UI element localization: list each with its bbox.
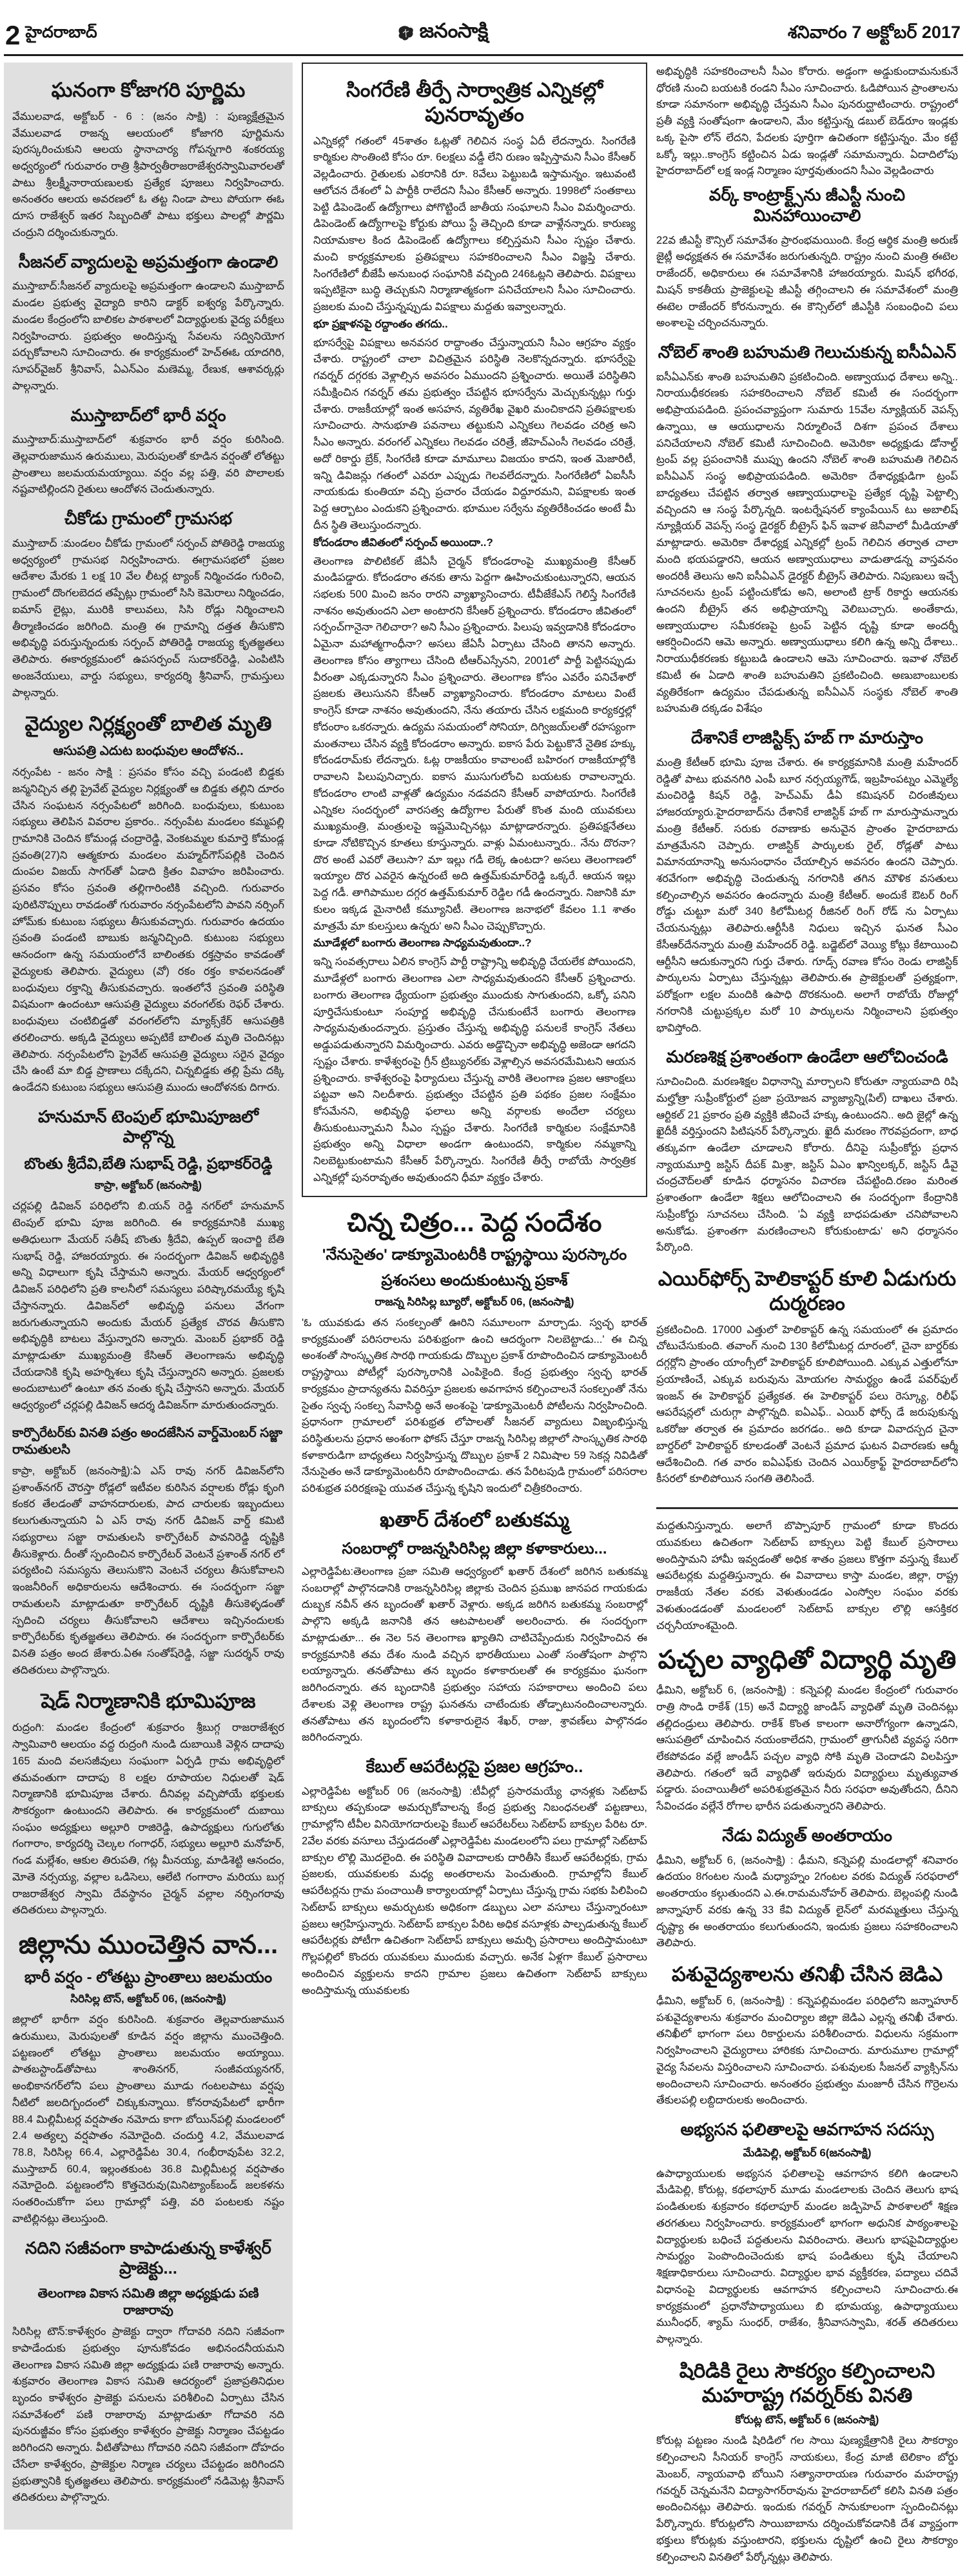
- left-column: [4, 63, 293, 2530]
- article-dateline: మేడిపెల్లి, అక్టోబర్ 6(జనంసాక్షి): [743, 2146, 872, 2159]
- article-dateline: కాప్రా, అక్టోబర్ (జనంసాక్షి): [94, 1179, 202, 1192]
- article-shirdi-rail-request: [656, 2359, 958, 2566]
- section-body: భూసర్వేపై విపక్షాలు అనవసర రాద్దాంతం చేస్తున్నాయని సీఎం ఆగ్రహం వ్యక్తం చేశారు. రాష్ట్రంలో చాలా విచిత్రమైన పరిస్థితి నెలకొన్నదన్నారు. భూసర్వేపై గవర్నర్ దగ్గరకు వెళ్లాల్సిన అవసరం ఏముందని ప్రశ్నించారు. అయితే పరిస్థితిని సమీక్షించిన గవర్నర్ తమ ప్రభుత్వం చేపట్టిన భూసర్వేను మెచ్చుకున్నట్లు గుర్తు చేశారు. రాజకీయాల్లో ఇంత అసహన, వ్యతిరేఖ వైఖరి మంచికాదని ప్రతిపక్షాలకు సూచించారు. సానుభూతి పవనాలు తట్టుకుని ఎన్నికలు గెలవడం చరిత్ర అని సీఎం అన్నారు. వరంగల్ ఎన్నికలు గెలవడం చరిత్రే, జీహెచ్ఎంసీ గెలవడం చరిత్రే, అదో రికార్డు బ్రేక్, సింగరేణి కూడా మామూలు విజయం కాదని, ఇంత మెజారిటీ, ఇన్ని డివిజన్లు గతంలో ఎవరూ ఎప్పుడు గెలవలేదన్నారు. సింగరేణిలో ఏఐసీసీ నాయకుడు కుంతియా వచ్చి ప్రచారం చేయడం విద్దూరమని, విపక్షాలకు ఇంత పెద్ద ఆర్బాటం ఎందుకని ప్రశ్నించారు. భూముల సర్వేను వ్యతిరేకించడం అంటే మీ దీన స్థితి తెలుస్తుందన్నారు.: [313, 337, 636, 531]
- article-qatar-bathukamma: [302, 1508, 647, 1746]
- article-chikodu-gramasabha: [12, 509, 284, 701]
- article-body: సూచించింది. మరణశిక్షల విధానాన్ని మార్చాలని కోరుతూ న్యాయవాది రిషి మల్హోత్రా సుప్రీంకోర్టులో ప్రజా ప్రయోజన వ్యాజ్యాన్ని(పిల్) దాఖలు చేశారు. ఆర్టికల్ 21 ప్రకారం ప్రతి వ్యక్తికి జీవించే హక్కు ఉంటుందని.. అది జైల్లో ఉన్న ఖైదీకీ వర్తిస్తుందని పిటిషనర్ పేర్కొన్నారు. ఖైదీ మరణం గౌరవప్రదంగా, బాధ తక్కువగా ఉండేలా చూడాలని కోరారు. దీనిపై సుప్రీంకోర్టు ప్రధాన న్యాయమూర్తి జస్టిస్ దీపక్ మిశ్రా, జస్టిస్ ఏఎం ఖాన్విలక్కర్, జస్టిస్ డీవై చంద్రచౌద్‌లతో కూడిన ధర్మాసనం విచారణ చేపట్టింది.రణం మరింత ప్రశాంతంగా ఉండేలా శిక్షలు ఆలోచించాలని ఈ సందర్భంగా కేంద్రానికి సుప్రీంకోర్టు సూచనలు చేసింది. 'ఏ వ్యక్తి బాధపడుతూ చనిపోవాలని అనుకోడు. ప్రశాంతగా మరణించాలని కోరుకుంటాడు' అని ధర్మాసనం పేర్కొంది.: [656, 1076, 958, 1254]
- article-body: వేములవాడ, అక్టోబర్ - 6 : (జనం సాక్షి) : పుణ్యక్షేత్రమైన వేములవాడ రాజన్న ఆలయంలో కోజాగరి పూర్ణిమను పురస్కరించుకుని ఆలయ స్థానాచార్య గోపన్నగారి శంకరయ్య అధ్వర్యంలో గురువారం రాత్రి శ్రీపార్వతీరాజరాజేశ్వరస్వామివారలతో పాటు శ్రీలక్ష్మీనారాయణులకు ప్రత్యేక పూజలు నిర్వహించారు. అనంతరం ఆలయ అవరణలో ఓ తట్ట నిండా పాలు పోయగా ఈఓ దూస రాజేశ్వర్ ఇతర సిబ్బందితో పాటు భక్తులు పాలల్లో పౌర్ణమి చంద్రుని దర్శించుకున్నారు.: [12, 110, 284, 239]
- article-helicopter-crash: [656, 1267, 958, 1488]
- right-column: [656, 63, 958, 2576]
- article-headline: వర్క్ కాంట్రాక్ట్స్‌ను జీఎస్టీ నుంచి మినహాయించాలి: [708, 185, 906, 225]
- page-number: 2: [5, 20, 21, 51]
- section-subhead: మూడేళ్లలో బంగారు తెలంగాణ సాధ్యమవుతుందా..?: [313, 937, 532, 950]
- article-corporator-petition: [12, 1425, 284, 1679]
- article-body: మంత్రి కేటీఆర్ భూమి పూజ చేశారు. ఈ కార్యక్రమానికి మంత్రి మహేందర్ రెడ్డితో పాటు భువనగిరి ఎంపీ బూర నర్సయ్యగౌడ్, ఇబ్రహింపట్నం ఎమ్మెల్యే మంచిరెడ్డి కిషన్ రెడ్డి, హెచ్ఎమ్ డీఏ కమిషనర్ చిరంజీవులు హాజరయ్యారు.హైదరాబాద్‌ను దేశానికే లాజిస్టిక్ హబ్ గా మారుస్తామన్నారు మంత్రి కేటీఆర్. సరుకు రవాణాకు అనువైన ప్రాంతం హైదరాబాదు మాత్రమేనని చెప్పారు. లాజిస్టిక్ పార్కులకు రైల్, రోడ్లతో పాటు విమానయానాన్ని అనుసంధానం చేయాల్చిన అవసరం ఉందని చెప్పారు. శరవేగంగా అభివృద్ధి చెందుతున్న నగరానికి తగిన మౌళిక వసతులు కల్పించాల్సిన అవసరం ఉందన్నారు మంత్రి కేటీఆర్. అందుకే ఔటర్ రింగ్ రోడ్డు చుట్టూ మరో 340 కిలోమీటర్ల రీజినల్ రింగ్ రోడ్ ను ఏర్పాటు చేయనున్నట్లు తెలిపారు.ఆర్టీసీకి నిధులు ఇచ్చిన ఘనత సీఎం కేసీఆర్‌దేనన్నారు మంత్రి మహేందర్ రెడ్డి. బడ్జెట్‌లో వెయ్యి కోట్లు కేటాయించి ఆర్టీసీని ఆదుకున్నారని గుర్తు చేశారు. గూడ్స్ రవాణ కోసం రెండు లాజిస్టిక్ పార్కులను ఏర్పాటు చేస్తున్నట్లు తెలిపారు.ఈ ప్రాజెక్టులతో ప్రత్యక్షంగా, పరోక్షంగా లక్షల మందికి ఉపాధి దొరకనుంది. అలాగే రాబోయే రోజుల్లో నగరానికి చుట్టుప్రక్కల మరో 10 పార్కులను నిర్మించాలని ప్రభుత్వం భావిస్తోంది.: [656, 756, 958, 1034]
- article-body: నర్సంపేట - జనం సాక్షి : ప్రసవం కోసం వచ్చి పండంటి బిడ్డకు జన్మనిచ్చిన తల్లి ప్రైవేట్ వైద్యుల నిర్లక్ష్యంతో ఆ బిడ్డకు తల్లిని దూరం చేసిన సంఘటన నర్సంపేటలో జరిగింది. బంధువులు, కుటుంబ సభ్యులు తెలిపిన వివరాల ప్రకారం.. నర్సంపేట మండలం కమ్మపల్లి గ్రామానికి చెందిన కోమండ్ల చంద్రారెడ్డి, వెంకటమ్మల కుమార్తె కోమండ్ల స్రవంతి(27)ని ఆత్మకూరు మండలం మహ్మద్‌గౌస్‌పల్లికి చెందిన దుంపల విజయ్ సాగర్‌తో ఏడాది క్రితం వివాహం జరిపించారు. ప్రసవం కోసం స్రవంతి తల్లిగారింటికి వచ్చింది. గురువారం పురిటినొప్పులు రావడంతో గురువారం నర్సంపేటలోని పావని నర్సింగ్ హోమ్‌కు కుటుంబ సభ్యులు తీసుకువచ్చారు. గురువారం ఉదయం స్రవంతి పండంటి బాబుకు జన్మనిచ్చింది. కుటుంబ సభ్యులు ఆనందంగా ఉన్న సమయంలోనే బాలింతకు రక్తస్రావం కావడంతో వైద్యులకు తెలిపారు. వైద్యులు (వో) రకం రక్తం కావలనడంతో బంధువులు రక్తాన్ని తీసుకువచ్చారు. ఇంతలోనే స్రవంతి పరిస్థితి విషమంగా ఉందంటూ ఆసుపత్రి వైద్యులు వరంగల్‌కు రెఫర్ చేశారు. బంధువులు చంటిబిడ్డతో వరంగల్‌లోని మ్యాక్స్‌కేర్ ఆసుపత్రికి తరలించారు. అక్కడి వైద్యులు అప్పటికే బాలింత మృతి చెందినట్లు తెలిపారు. నర్సంపేటలోని ప్రైవేట్ ఆసుపత్రి వైద్యులు సరైన వైద్యం చేసి ఉంటే మా బిడ్డ ప్రాణాలు దక్కేదని, చిన్నబిడ్డకు తల్లి ప్రేమ దక్కి ఉండేదని కుటుంబ సభ్యులు ఆసుపత్రి ముందు ఆందోళనకు దిగారు.: [12, 766, 284, 1094]
- masthead: [0, 0, 967, 51]
- article-headline: కేబుల్ ఆపరేటర్లపై ప్రజల ఆగ్రహం..: [366, 1757, 583, 1777]
- article-body: 22వ జీఎస్టీ కౌన్సిల్ సమావేశం ప్రారంభమయింది. కేంద్ర ఆర్థిక మంత్రి అరుణ్ జైట్లీ అధ్యక్షతన ఈ సమావేశం జరుగుతున్నది. రాష్ట్రం నుంచి మంత్రి ఈటెల రాజేందర్, అధికారులు ఈ సమావేశానికి హాజరయ్యారు. మిషన్ భగీరథ, మిషన్ కాకతీయ ప్రాజెక్టులపై జీఎస్టీ తగ్గించాలని ఈ సమావేశంలో మంత్రి ఈటెల రాజేందర్ కోరనున్నారు. ఈ కౌన్సిల్‌లో జీఎస్టీకి సంబంధించి పలు అంశాలపై చర్చించనున్నారు.: [656, 234, 958, 329]
- article-headline: చీకోడు గ్రామంలో గ్రామసభ: [64, 509, 232, 529]
- article-body: ఉపాధ్యాయులకు అభ్యసన ఫలితాలపై ఆవగాహన కలిగి ఉండాలని మేడిపెల్లి, కోరుట్ల, కథలాపూర్ మూడు మండలాలకు చెందిన తెలుగు భాష పండితులకు శుక్రవారం కథలాపూర్ మండల జడ్పిహెచ్ పాఠశాలలో శిక్షణ తరగతులు నిర్వహించారు. కార్యక్రమంలో భాగంగా అధునిక పాఠ్యంశాలపై విద్యార్థులకు బధించే పద్దతులను వివరించారు. తెలుగు భాషపైవిద్యార్థుల సామర్థ్యం పెంపొందించెందుకు భాష పండితులు కృషి చేయాలని శిక్షణాధికారులు సూచించారు. విద్యార్థుల భావ వ్యక్తీకరణ, పద్యాలు చదివే విధానంపై విద్యార్థులకు ఆవగాహన కల్పించాలని సూచించారు.ఈ కార్యక్రమంలో ప్రధానోపాధ్యాయులు బి భూమయ్య, ఉపాధ్యాయులు మునీంధర్, శ్యామ్ సుంధర్, రాజేశం, శ్రీనివాసస్వామి, శరత్ తదితరులు పాల్గన్నారు.: [656, 2167, 958, 2346]
- article-hanuman-temple: [12, 1107, 284, 1414]
- article-body: ముస్తాబాద్:ముస్తాబాద్‌లో శుక్రవారం భారీ వర్షం కురిసింది. తెల్లవారుజామున ఉరుములు, మెరుపులతో కూడిన వర్షంతో లోతట్టు ప్రాంతాలు జలమయమయ్యాయి. వర్షం వల్ల పత్తి, వరి పొలాలకు నష్టవాటిల్లిందని రైతులు ఆందోళన చెందుతున్నారు.: [12, 434, 284, 496]
- article-body: ఢీమిని, అక్టోబర్ 6, (జనంసాక్షి) : కన్నెపల్లిమండల పరిధిలోని జన్నాహూర్ పశువైద్యశాలను శుక్రవారం మంచిర్యాల జిల్లా జెడిఎ ఎల్లన్న తనిఖీ చేశారు. తనిఖీలో భాగంగా పలు రికార్డులను పరిశీలించారు. విధులను సక్రమంగా నిర్వహించాలని వైద్యురాలు హారికకు సూచించారు. మారుమూల గ్రామాల్లో వైద్య సేవలను విస్తరించాలని సూచించారు. పశువులకు సీజనల్ వ్యాక్సిన్‌ను అందించాలని సూచించారు. అనంతరం ప్రభుత్వం మంజూరీ చేసిన గొర్రెలను తేకులపల్లి లబ్దిదారులకు అందించారు.: [656, 1995, 958, 2107]
- article-headline: ఖతార్ దేశంలో బతుకమ్మ: [380, 1508, 569, 1531]
- article-headline: సింగరేణి తీర్పే సార్వాత్రిక ఎన్నికల్లో పునరావృతం: [346, 79, 603, 126]
- article-shed-bhoomipuja: [12, 1689, 284, 1919]
- article-body: ఢీమిని, అక్టోబర్ 6, (జనంసాక్షి) : కన్నెపల్లి మండల కేంద్రంలో గురువారం రాత్రి సొండి రాకేశ్ (15) అనే విద్యార్థి జాండిస్ వ్యాధితో మృతి చెందినట్లు తల్లిదండ్రులు తెలిపారు. రాకేశ్ కొంత కాలంగా అనారోగ్యంగా ఉన్నాడని, ఆసుపత్రిలో చూపించిన నయంకాలేదని, గ్రామంలో త్రాగునీటి వ్యవస్థ సరిగా లేకపోవడం వల్లే జాండీస్ పచ్చల వ్యాధి సోకి మృతి చెందాడని విలపిస్తూ తెలిపారు. గతంలో ఇదే వ్యాధితో ఇరువురు విద్యార్థులు మృత్యువాత పడ్డారు. పంచాయితీలో అపరిశుభ్రతమైన నీరు సరఫరా అవుతోందని, దీనిని సేవించడం వల్లేనే రోగాల భారీన పడుతున్నారని తెలిపారు.: [656, 1684, 958, 1813]
- section-subhead: కోదండరాం జీవితంలో సర్పంచ్ అయిందా..?: [313, 536, 493, 549]
- article-kojagari-purnima: [12, 78, 284, 242]
- article-seasonal-diseases: [12, 252, 284, 395]
- article-body: ఎన్నికల్లో గతంలో 45శాతం ఓట్లతో గెలిచిన సంస్థ ఏదీ లేదన్నారు. సింగరేణి కార్మికుల సొంతింటి కోసం రూ. 6లక్షలు వడ్డీ లేని రుణం ఇప్పిస్తామని సీఎం కేసీఆర్ వెల్లడించారు. రైతులకు ఎకరానికి రూ. 8వేలు పెట్టుబడి ఇస్తామన్నం. ఇటువంటి ఆలోచన దేశంలో ఏ పార్టీకి రాలేదని సీఎం కేసీఆర్ అన్నారు. 1998లో సంతకాలు పెట్టి డిపెండెంట్ ఉద్యోగాలు పోగొట్టిందే జాతీయ సంఘాలని సీఎం విమర్శించారు. డిపెండెంట్ ఉద్యోగాలపై కోర్టుకు పోయి స్టే తెచ్చింది కూడా వాళ్లేనన్నారు. కారుణ్య నియామకాల కింద డిపెండెంట్ ఉద్యోగాలు కల్పిస్తమని సీఎం స్పష్టం చేశారు. మంచి కార్యక్రమాలకు ప్రతిపక్షాలు సహకరించాలని సీఎం విజ్ఞప్తి చేశారు. సింగరేణిలో బీజేపీ అనుబంధ సంఘానికి వచ్చింది 246ఓట్లని తెలిపారు. విపక్షాలు ఇప్పటికైనా బుద్ధి తెచ్చుకుని నిర్మాణాత్మకంగా పనిచేయాలని సీఎం సూచించారు. ప్రజలకు మంచి చేస్తున్నప్పుడు విపక్షాలు మద్దతు ఇవ్వాలన్నారు.: [313, 135, 636, 313]
- article-subhead: భారీ వర్షం - లోతట్టు ప్రాంతాలు జలమయం: [24, 1968, 273, 1986]
- map-leaf-icon: [397, 24, 415, 43]
- article-cable-operators: [302, 1757, 647, 1999]
- article-headline: చిన్న చిత్రం... పెద్ద సందేశం: [347, 1208, 602, 1237]
- city-label: హైదరాబాద్: [25, 23, 97, 41]
- article-subhead: ఆసుపత్రి ఎదుట బంధువుల ఆందోళన..: [53, 744, 244, 759]
- article-headline: నదిని సజీవంగా కాపాడుతున్న కాళేశ్వర్ ప్రాజెక్టు...: [25, 2238, 271, 2278]
- article-body: ఎల్లారెడ్డిపేట:తెలంగాణ ప్రజా సమితి ఆధ్వర్యంలో ఖతార్ దేశంలో జరిగిన బతుకమ్మ సంబరాల్లో పాల్గొనడానికి రాజన్నసిరిసిల్ల జిల్లాకు చెందిన ప్రముఖ జానపద గాయకుడు దుబ్బక నవీన్ తన బృందంతో ఖతార్ వెళ్లారు. అక్కడ జరిగిన బతుకమ్మ సంబరాల్లో పాల్గొని అక్కడి జనానికి తన ఆటపాటలతో అలరించారు. ఈ సందర్భంగా మాట్లాడుతూ... ఈ నెల 5న తెలంగాణ ఖ్యాతిని చాటిచెప్పేందుకు నిర్వహించిన ఈ కార్యక్రమానికి తమ దేశం నుండి వచ్చిన భారతీయులు ఎంతో సంతోషంగా పాల్గొని లయ్యాన్నారు. తనతోపాటు తన బృందం కళాకారులతో ఈ కార్యక్రమం ఘనంగా జరిగిందన్నారు. తన బృందానికి ప్రభుత్వం సహాయ సహకారాలు అందించి పలు దేశాలకు వెళ్లి తెలంగాణ రాష్ట్ర ఘనతను చాటేందుకు తోడ్పాటునందించాలన్నారు. తనతోపాటు తన బృందంలోని కళాకారులైన శేఖర్, రాజు, శ్రావణ్‌లు పాల్గొనడం జరిగిందన్నారు.: [302, 1565, 647, 1744]
- article-body: కోరుట్ల పట్టణం నుండి షిరిడిలో గల సాయి పుణ్యక్షేత్రానికి రైలు సౌకర్యాం కల్పించాలని సీనియర్ కాంగ్రెస్ నాయకులు, కేంద్ర మాజీ టెలికాం బోర్డు మెంబర్, న్యాయవాధి బోయిని సత్యానారాయణ గురువారం మహరాష్ట్ర గవర్నర్ చెన్నమనేని విద్యాసాగర్‌రావును హైదరాబాద్‌లో కలిసి వినతి పత్రం అందించినట్లు తెలిపారు. ఇందుకు గవర్నర్ సానుకూలంగా స్పందించినట్లు పేర్కొన్నారు. కోరుట్లలోని సాయిబాబాను దర్శించుకోవడానికి దేశ వ్యాప్తంగా భక్తులు కోరుట్లకు వస్తుంటారని, భక్తులను దృష్టిలో ఉంచి రైలు సౌకర్యాం కల్పించాలని వినతిలో పేర్కోన్నట్లు తెలిపారు.: [656, 2435, 958, 2563]
- section-subhead: భూ ప్రక్షాళనపై రద్దాంతం తగదు..: [313, 317, 448, 330]
- article-logistics-hub: [656, 728, 958, 1037]
- article-headline: షిరిడికి రైలు సౌకర్యం కల్పించాలని మహరాష్ట్ర గవర్నర్‌కు వినతి: [679, 2359, 935, 2406]
- article-subhead: ప్రశంసలు అందుకుంటున్న ప్రకాశ్: [381, 1271, 568, 1289]
- article-body: చర్లపల్లి డివిజన్ పరిధిలోని బి.యన్ రెడ్డి నగర్‌లో హనుమాన్ టెంపుల్ భూమి పూజ జరిగింది. ఈ కార్యక్రమానికి ముఖ్య అతిధులుగా మేయర్ సతీష్ బొంతు శ్రీదేవి, ఉప్పల్ ఇంచార్జి బేతి సుభాష్ రెడ్డి, హాజరయ్యారు. ఈ సందర్భంగా డివిజన్ అభివృద్ధికి అన్ని విధాలుగా కృషి చేస్తామని అన్నారు. మేయర్ ఆధ్వర్యంలో డివిజన్ పరిధిలోని ప్రతి కాలనీలో సమస్యలు పరిష్కారమయ్యే కృషి చేస్తానన్నారు. డివిజన్‌లో అభివృద్ధి పనులు వేగంగా జరుగుతున్నాయని అందుకు మేయర్ ప్రత్యేక చొరవ తీసుకొని అభివృద్ధికి బాటలు వేస్తున్నారని అన్నారు. మెంబర్ ప్రభాకర్ రెడ్డి మాట్లాడుతూ ముఖ్యమంత్రి కేసిఆర్ తెలంగాణను అభివృద్ధి చేయడానికి కృషి అహర్నిశలు కృషి చేస్తున్నారని అన్నారు. ప్రజలకు అందుబాటులో ఉంటూ తన వంతు కృషి చేస్తానని అన్నారు. మేయర్ ఆధ్వర్యంలో చర్లపల్లి డివిజన్ ఆదర్శ డివిజన్‌గా మారుతుందన్నారు.: [12, 1200, 284, 1412]
- article-documentary-award: [302, 1207, 647, 1498]
- article-headline: హనుమాన్ టెంపుల్ భూమిపూజలో పాల్గొన్న: [38, 1106, 259, 1147]
- article-headline: పచ్చల వ్యాధితో విద్యార్థి మృతి: [658, 1646, 957, 1675]
- article-body: ఐసీఏఎన్‌కు శాంతి బహుమతిని ప్రకటించింది. అణ్వాయుధ దేశాలు అన్ని.. నిరాయుధీకరణకు సహకరించాలని నోబెల్ కమిటీ ఈ సందర్భంగా అభిప్రాయపడింది. ప్రపంచవ్యాప్తంగా సుమారు 15వేల న్యూక్లియర్ వెపన్స్ ఉన్నాయి, ఆ ఆయుధాలను నిర్మూలించే దిశగా ప్రపంచ దేశాలు పనిచేయాలని నోబెల్ కమిటీ సూచించింది. అమెరికా అధ్యక్షుడు డోనాల్డ్ ట్రంప్ వల్ల ప్రపంచానికి ముప్పు ఉందని నోబెల్ శాంతి బహుమతి గెలిచిన ఐసీఏఎన్ సంస్థ అభిప్రాయపడింది. అమెరికా దేశాధ్యక్షుడిగా ట్రంప్ బాధ్యతలు చేపట్టిన తర్వాత ఆణ్వాయుధాలపై ప్రత్యేక దృష్టి పెట్టాల్సి వచ్చిందని ఆ సంస్థ పేర్కొన్నది. ఇంటర్నేషనల్ క్యాంపేయిన్ టు అబాలిష్ న్యూక్లియర్ వెపన్స్ సంస్థ డైరక్టర్ బీట్రైస్ ఫిన్ ఇవాళ జెనీవాలో మీడియాతో మాట్లాడారు. అమెరికా దేశాధ్యక్ష ఎన్నికల్లో ట్రంప్ గెలిచిన తర్వాత చాలా మంది భయపడ్డారని, ఆయన అణ్వాయుధాలు వాడుతాడన్న వాస్తవనం అందరికీ తెలుసు అని ఐసీఏఎన్ డైరక్టర్ బీట్రైస్ తెలిపారు. నిపుణులు ఇచ్చే సూచనలను ట్రంప్ పట్టించుకోడు అని, అలాంటి ట్రాక్ రికార్డు ఆయనకు ఉందని బీట్రైస్ తన అభిప్రాయాన్ని వెలిబుచ్చారు. అంతేకాదు, అణ్వాయుధాల సమీకరణపై ట్రంప్ పెట్టిన దృష్టి కూడా అందర్నీ ఆకర్షించిందని ఆమె అన్నారు. అణ్వాయుధాలు కలిగి ఉన్న అన్ని దేశాలు.. నిరాయుధీకరణకు కట్టుబడి ఉండాలని ఆమె సూచించారు. ఇవాళ నోబెల్ కమిటీ ఈ ఏడాది శాంతి బహుమతిని ప్రకటించింది. అణుబాంబులకు వ్యతిరేకంగా ఉద్యమం చేపడుతున్న ఐసీఏఎన్ సంస్థకు నోబెల్ శాంతి బహుమతి దక్కడం విశేషం: [656, 371, 958, 715]
- article-learning-outcomes-seminar: [656, 2120, 958, 2348]
- article-subhead: తెలంగాణ వికాస సమితి జిల్లా అధ్యక్షుడు పణి రాజారావు: [37, 2287, 259, 2318]
- article-headline: ఘనంగా కోజాగరి పూర్ణిమ: [51, 79, 246, 101]
- article-headline: నేడు విద్యుత్ అంతరాయం: [722, 1825, 892, 1845]
- article-body: ఎల్లారెడ్డిపేట అక్టోబర్ 06 (జనంసాక్షి) :టీవీల్లో ప్రసారమయ్యే ఛానళ్లకు సెట్‌టాప్ బాక్సులు తప్పకుండా అమర్చుకోవాలన్న కేంద్ర ప్రభుత్వ నిబంధనలతో పట్టణాలు, గ్రామాల్లోని టీవీల వినియోగదారులపై కేబుల్ ఆపరేటర్‌లు సెట్‌టాప్ బాక్సుల పేరిట రూ. 2వేల వరకు వసూలు చేస్తుడదంతో ఎల్లారెడ్డిపేట మండలంలోని పలు గ్రామాల్లో సెట్‌టాప్ బాక్సుల లొల్లి మొదలైంది. ఈ పరిస్థితి వివాదాలకు దారితీసి కేబుల్ ఆపరేటర్లకు, గ్రామ ప్రజలకు, యువకులకు మధ్య అంతరాలను పెంచుతుంది. గ్రామాల్లోని కేబుల్ ఆపరేటర్లను గ్రామ పంచాయితీ కార్యాలయాల్లో ఏర్పాటు చేస్తున్న గ్రామ సభకు పిలిపించి సెట్‌టాప్ బాక్సులు అమర్చుటకు అధికంగా డబ్బులు ఎలా వసూలు చేస్తున్నారంటూ ప్రజలు ఆగ్రహిస్తున్నారు. సెట్‌టాప్ బాక్సుల పేరిట అధిక వసూళ్లకు పాల్పడుతున్న కేబుల్ ఆపరేటర్లకు పోటీగా ఉచితంగా సెట్‌టాప్ బాక్సులు అమర్చి ప్రసారాలు అందిస్తామంటూ గొల్లపల్లిలో కొందరు యువకులు ముందుకు వచ్చారు. అనేక ఏళ్లగా కేబుల్ ప్రసారాలు అందించిన వ్యక్తులను కాదని గ్రామాల ప్రజలు ఉచితంగా సెట్‌టాప్ బాక్సులు అందిస్తామన్న యువకులకు: [302, 1785, 647, 1996]
- article-singareni-verdict: [302, 63, 647, 1197]
- article-mother-death: [12, 712, 284, 1097]
- article-body: ముస్తాబాద్:సీజనల్ వ్యాదులపై అప్రమత్తంగా ఉండాలని ముస్తాబాద్ మండల ప్రభుత్వ వైద్యాది కారిని డాక్టర్ ఐశ్వర్య పేర్కొన్నారు. మండల కేంద్రంలోని బాలికల పాఠశాలలో విద్యార్థులకు వైద్య పరీక్షలు నిర్వహించారు. ప్రభుత్వం అందిస్తున్న సేవలను సద్వినియోగ పర్చుకోవాలని సూచించారు. ఈ కార్యక్రమంలో హెచ్ఈఓ యాదగిరి, సూపర్‌వైజర్ శ్రీనివాస్, ఏఎన్ఎం మణెమ్మ, రేణుక, ఆశావర్కర్లు పాల్గన్నారు.: [12, 280, 284, 392]
- article-headline: అభ్యసన ఫలితాలపై ఆవగాహన సదస్సు: [680, 2119, 934, 2139]
- article-body: సిరిసిల్ల టౌన్:కాళేశ్వరం ప్రాజెక్టు ద్వారా గోదావరి నదిని సజీవంగా కాపాడేందుకు ప్రభుత్వం పూనుకోవడం అభినందనీయమని తెలంగాణ వికాస సమితి జిల్లా అద్యక్షుడు పణి రాజారావు అన్నారు. శుక్రవారం తెలంగాణ వికాస సమితి ఆదర్యంలో ప్రజాప్రతినిధుల బృందం కాళేశ్వరం ప్రాజెక్టు పనులను పరిశీలించి ఏర్పాటు చేసిన సమావేశంలో పణి రాజారావు మాట్లాడుతూ గోదావరి నది పునరుజ్జీవం కోసం ప్రభుత్వం కాళేశ్వరం ప్రాజెక్టు నిర్మాణం చేపట్టడం జరిగిందని అన్నారు. వీటితోపాటు గోదావరి నదిని సజీవంగా దోహదం చేసేలా కాళేశ్వరం, ప్రాజెక్టుల నిర్మాణ చర్యలు చేపట్టడం జరిగిందని ప్రభుత్వానికి కృతజ్ఞతలు తెలిపారు. కార్యక్రమంలో నడిమెట్ల శ్రీనివాస్ తదితరులు పాల్గొన్నారు.: [12, 2326, 284, 2504]
- article-dateline: సిరిసిల్ల టౌన్, అక్టోబర్ 06, (జనంసాక్షి): [70, 1993, 226, 2005]
- article-subhead: బొంతు శ్రీదేవి,బేతి సుభాష్ రెడ్డి, ప్రభాకర్‌రెడ్డి: [24, 1155, 273, 1173]
- masthead-left: [5, 20, 97, 51]
- article-kaleshwar-project: [12, 2238, 284, 2507]
- article-headline: దేశానికే లాజిస్టిక్స్ హబ్ గా మారుస్తాం: [690, 728, 924, 748]
- article-jaundice-student-death: [656, 1644, 958, 1815]
- edition-date: శనివారం 7 అక్టోబర్ 2017: [787, 23, 961, 42]
- article-headline: వైద్యుల నిర్లక్ష్యంతో బాలిత మృతి: [24, 712, 272, 736]
- article-body: 'ఓ యువకుడు తన సంకల్పంతో ఊరిని సమూలంగా మార్చాడు. స్వచ్ఛ భారత్ కార్యక్రమంతో పరిసరాలను పరిశుభ్రంగా ఉంచి ఆదర్శంగా నిలబెట్టాడు...' ఈ చిన్న అంశంతో సాంస్కృతిక సారథి గాయకుడు దొబ్బుల ప్రకాశ్ రూపొందించిన డాక్యూమెంటరీ రాష్ట్రస్థాయి పోటీల్లో పురస్కారానికి ఎంపికైంది. కేంద్ర ప్రభుత్వం స్వచ్ఛ భారత్ కార్యక్రమం ప్రాదాన్యతను వివరిస్తూ ప్రజలకు అవగాహన కల్పించాలనే సంకల్పంతో నేను సైతం స్వచ్ఛ సంకల్ప సేవాసిద్ధి అనే అంశంపై 'డాక్యూమెంటరీ పోటీలను నిర్వహించింది. ప్రధానంగా గ్రామాలలో పరిశుభ్రత లోపాలతో సీజనల్ వ్యాదులు విజృంభిస్తున్న పరిస్థితులను ప్రధాన అంశంగా ఫోకస్ చేస్తూ రాజన్న సిరిసిల్ల జిల్లాలో సాంస్కృతిక సారథి కళాకారుడిగా బాధ్యతలు నిర్వహిస్తున్న దొబ్బుల ప్రకాశ్ 2 నిమిషాల 59 సెకన్ల నివిడితో నేనుసైతం అనే డాక్యూమెంటరీని రూపొందించాడు. తన పేరిటపుడి గ్రామంలో పరిసరాల పరిశుభ్రత పరిరక్షణపై యువత చేస్తున్న కృషిని ఇందులో చిత్రీకరించారు.: [302, 1316, 647, 1495]
- newspaper-title: జనంసాక్షి: [419, 19, 488, 42]
- article-death-penalty: [656, 1047, 958, 1256]
- article-body: ఢీమిని, అక్టోబర్ 6, (జనంసాక్షి) : ఢీమని, కన్నెపల్లి మండలాల్లో శనివారం ఉదయం 8గంటల నుండి మధ్యాహ్నం 2గంటల వరకు విద్యుత్ సరఫరాలో అంతరాయం కల్గుతుందని ఎ.ఈ.రామమనోహర్ తెలిపారు. బెల్లంపల్లి నుండి జాన్నాపూర్ వరకు ఉన్న 33 కేవి విద్యుత్ లైన్‌లో మరమ్మత్తులు చేస్తున్న దృష్ట్యా ఈ అంతరాయం కలుగుతుందని, ఇందుకు ప్రజలు సహకరించాలని తెలిపారు.: [656, 1854, 958, 1949]
- article-mustabad-rain: [12, 405, 284, 499]
- article-headline: నోబెల్ శాంతి బహుమతి గెలుచుకున్న ఐసీఏఎన్: [658, 342, 957, 362]
- article-headline: మరణశిక్ష ప్రశాంతంగా ఉండేలా ఆలోచించండి: [666, 1047, 948, 1067]
- article-headline: షెడ్ నిర్మాణానికి భూమిపూజ: [41, 1690, 256, 1713]
- article-headline: ఎయిర్‌ఫోర్స్ హెలికాప్టర్ కూలి ఏడుగురు దుర్మరణం: [658, 1267, 957, 1314]
- article-dateline: రాజన్న సిరిసిల్ల బ్యూరో, అక్టోబర్ 06, (జనంసాక్షి): [375, 1295, 574, 1308]
- article-veterinary-inspection: [656, 1962, 958, 2109]
- lead-continuation: అభివృద్ధికి సహకరించాలనీ సీఎం కోరారు. అడ్డంగా అడ్డుకుందామనుకునే ధోరణి నుంచి బయటకి రండని సీఎం సూచించారు. ఓడిపోయిన ప్రాంతాలను కూడా సమానంగా అభివృద్ధి చేస్తమని సీఎం పునరుద్ఘాటించారు. రాష్ట్రంలో ప్రతీ వ్యక్తి సంతోషంగా ఉండాలని, మేం కట్టిస్తున్న డబుల్ బెడ్‌రూం ఇండ్లకు ఒక్క పైసా లోన్ లేదని, పేదలకు పూర్తిగా ఉచితంగా కట్టిస్తున్నం. మేం కట్టే ఒక్కో ఇల్లు..కాంగ్రెస్ కట్టించిన ఏడు ఇండ్లతో సమామన్నారు. ఏదాదిలోపు హైదరాబాద్‌లో లక్ష ఇండ్ల నిర్మాణం పూర్తవుతుందని సీఎం వెల్లడించారు: [656, 66, 958, 177]
- article-subhead: 'నేనుసైతం' డాక్యూమెంటరీకి రాష్ట్రస్థాయి పురస్కారం: [322, 1246, 627, 1264]
- cable-article-continuation: మద్దతునిస్తున్నారు. అలాగే బొప్పాపూర్ గ్రామంలో కూడా కొందరు యువకులు ఉచితంగా సెట్‌టాప్ బాక్సులు పెట్టి కేబుల్ ప్రసారాలు అందిస్తామని హామీ ఇవ్వడంతో అధిక శాతం ప్రజలు కొత్తగా వస్తున్న కేబుల్ ఆపరేటర్లకు మద్దతిస్తున్నారు. ఈ వివాదాలు కాస్తా మండల, జిల్లా, రాష్ట్ర రాజకీయ నేతల వరకు వెళుతుండడం ఎంస్వోల సంఘం వరకు వెళుతుండడంతో మండలంలో సెట్‌టాప్ బాక్సుల లొల్లి ఆసక్తికర చర్చనీయాంశమైంది.: [656, 1520, 958, 1632]
- article-body: ప్రకటించింది. 17000 ఎత్తులో హెలికాప్టర్ ఉన్న సమయంలో ఈ ప్రమాదం చోటుచేసుకుంది. తవాంగ్ నుంచి 130 కిలోమీటర్ల దూరంలో, చైనా బార్డర్‌కు దగ్గర్లోని ప్రాంతం యాంగ్సీలో హెలికాప్టర్ కూలిపోయింది. ఎక్కువ ఎత్తులోనూ ప్రయాణించే, ఎక్కువ బరువును మోయగల సామర్థ్యం ఉండే పవర్‌ఫుల్ ఇంజన్ ఈ హెలికాప్టర్ ప్రత్యేకత. ఈ హెలికాప్టర్ పలు రెస్క్యూ, రిలీఫ్ ఆపరేషన్లలో చురుగ్గా పాల్గొన్నది. ఐఏఎఫ్.. ఎయిర్ ఫోర్స్ డే జరుపుకున్న ఒకరోజు తర్వాత ఈ ప్రమాదం జరగడం.. అది కూడా వివాదస్పద చైనా బార్డర్‌లో హెలికాప్టర్ కూలడంతో వెంటనే ప్రమాద ఘటన విచారణకు ఆర్మీ ఆదేశించింది. గత వారం ఐఏఎఫ్‌కు చెందిన ఎయిర్‌క్రాఫ్ట్ హైదరాబాద్‌లోని కీసరలో కూలిపోయిన సంగతి తెలిసిందే.: [656, 1323, 958, 1485]
- header-rule: [4, 54, 963, 56]
- article-body: రుద్రంగి: మండల కేంద్రంలో శుక్రవారం శ్రీబుగ్గ రాజరాజేశ్వర స్వామివారి ఆలయం వద్ద రుద్రంగి నుండి దుబాయికి వెళ్లిన దాదాపు 165 మంది వలసజీవులు సంఘంగా ఏర్పడి గ్రామ అభివృద్ధిలో తమవంతుగా దాదాపు 8 లక్షల రూపాయల నిధులతో షెడ్ నిర్మాణానికి భూమిపూజ చేశారు. దీనివల్ల వచ్చిపోయే భక్తులకు సౌకర్యంగా ఉంటుందని తెలిపారు. ఈ కార్యక్రమంలో దుబాయి సంఘం అద్యక్షులు అల్లూరి రాజిరెడ్డి, ఉపాద్యక్షులు గుగులోతు గంగారాం, కార్యదర్శి చెల్కల గంగాధర్, సభ్యులు అల్లూరి మనోహర్, గండ మల్లేశం, ఆకుల తిరుపతి, గట్ల మీనయ్య, మాడిశెట్టి ఆనందం, మోతె నర్సయ్య, వల్లాల ఒడిసెలు, ఆలేటి గంగారాం మరియు బుగ్గ రాజరాజేశ్వర స్వామి దేవస్థానం చైర్మన్ వల్లాల నర్సింగరావు తదితరులు పాల్గన్నారు.: [12, 1722, 284, 1917]
- newspaper-logo: [397, 19, 488, 47]
- article-district-rain: [12, 1929, 284, 2228]
- article-headline: కార్పొరేటర్‌కు వినతి పత్రం అందజేసిన వార్డ్‌మెంబర్ సజ్జా రామతులసి: [12, 1425, 283, 1457]
- article-headline: పశువైద్యశాలను తనిఖీ చేసిన జెడిఎ: [671, 1963, 943, 1986]
- article-headline: జిల్లాను ముంచెత్తిన వాన...: [18, 1931, 278, 1960]
- article-gst-works-contracts: [656, 185, 958, 332]
- article-headline: సీజనల్ వ్యాదులపై అప్రమత్తంగా ఉండాలి: [18, 251, 278, 271]
- article-subhead: సంబరాల్లో రాజన్నసిరిసిల్ల జిల్లా కళాకారులు...: [342, 1539, 607, 1557]
- section-body: తెలంగాణ పొలిటికల్ జేఏసీ చైర్మన్ కోదండరాంపై ముఖ్యమంత్రి కేసీఆర్ మండిపడ్డారు. కోదండరాం తనకు తాను పెద్దగా ఊహించుకుంటున్నారని, ఆయన సభలకు 500 మించి జనం రారని వ్యాఖ్యానించారు. టీవీజేకేఎస్ గెలిస్తే సింగరేణి నాశనం అవుతుందని ఎలా అంటారని కేసీఆర్ ప్రశ్నించారు. కోదండరాం జీవితంలో సర్పంచ్‌గానైనా గెలిచారా? అని సీఎం ప్రశ్నించారు. పిలుపు ఇవ్వడానికి కోదండరాం ఏమైనా మహాత్మగాంధీనా? అసలు జేఏసీ ఏర్పాటు చేసింది తానని అన్నారు. తెలంగాణ కోసం త్యాగాలు చేసింది టీఆర్ఎస్సేనని, 2001లో పార్టీ పెట్టినప్పుడు వీరంతా ఎక్కడున్నారని సీఎం ప్రశ్నించారు. తెలంగాణ కోసం ఎవరేం పనిచేశారో ప్రజలకు తెలుసునని కేసీఆర్ వ్యాఖ్యానించారు. కోదండరాం మాటలు వింటే కాంగ్రెస్ కూడా నాశనం అవుతుందని, నేను తయారు చేసిన లక్షమంది కార్యకర్తల్లో కోదంరాం ఒకరన్నారు. ఉద్యమ సమయంలో సోనియా, దిగ్విజయ్‌లతో రహస్యంగా మంతనాలు చేసిన వ్యక్తి కోదండరాం అన్నారు. ఐకాస పేరు పెట్టుకొనే నైతిక హక్కు కోదండరామ్‌కు లేదన్నారు. ఓట్ల రాజకీయం కావాలంటే బహిరంగ రాజకీయాల్లోకి రావాలని పిలుపునిచ్చారు. ఐకాస ముసుగులోంచి బయటకు రావాలన్నారు. కోదండరాం లాంటి వాళ్లతో ఉద్యమం నడవదని కేసీఆర్ వాపోయారు. సింగరేణి ఎన్నికల సందర్భంలో వారసత్వ ఉద్యోగాల పేరుతో కొంత మంది యువకులు ముఖ్యమంత్రి, మంత్రులపై ఇష్టమొచ్చినట్లు మాట్లాడారన్నారు. ప్రతిపక్షనేతలు కూడా నోటికొచ్చిన కూతలు కూస్తున్నారు. వాళ్లు ఏమంటున్నారు.. నేను దొరనా? దొర అంటే ఎవరో తెలుసా? మా ఇల్లు గడీ లెక్క ఉంటదా? అసలు తెలంగాణలో ఇయ్యాల దొర ఎవరైన ఉన్నరంటే అది ఉత్తమ్‌కుమార్‌రెడ్డి ఒక్కరే. ఆయన ఇల్లు పెద్ద గడీ. తాగిపాముల దగ్గర ఉత్తమ్‌కుమార్ రెడ్డిల గడీ ఉందన్నారు. నిజానికి మా కులం ఇక్కడ మైనారిటీ కమ్యూనిటీ. తెలంగాణ జనాభలో కేవలం 1.1 శాతం మాత్రమే మా కులస్తులు ఉన్నరు' అని సీఎం చెప్పుకొచ్చారు.: [313, 555, 636, 932]
- right-boxed-section: [656, 63, 958, 1509]
- article-body: కాప్రా, అక్టోబర్ (జనంసాక్షి):ఏ ఎస్ రావు నగర్ డివిజన్‌లోని ప్రశాంత్‌నగర్ చౌరస్తా రోడ్లలో ఇటీవల కురిసిన వర్షాలకు రోడ్లు కృంగి కంకర తేలడంతో వాహనదారులకు, పాద చారులకు ఇబ్బందులు కలుగుతున్నాయని ఏ ఎస్ రావు నగర్ డివిజన్ వార్డ్ కమిటి సభ్యురాలు సజ్జా రామతులసి కార్పొరేటర్ పావనిరెడ్డి దృష్టికి తీసుకెళ్లారు. దీంతో స్పందించిన కార్పొరేటర్ వెంటనే ప్రశాంత్ నగర్ లో పర్యటించి సమస్యను తెలుసుకొని వెంటనే చర్యలు తీసుకోవాలని ఇంజనీరింగ్ అధికారులను ఆదేశించారు. ఈ సందర్భంగా సజ్జా రామతులసి మాట్లాడుతూ కార్పొరేటర్ దృష్టికి తీసుకెళ్ళడంతో స్పదించి చర్యలు తీసుకోవాలని ఆదేశాలు ఇచ్చినందులకు కార్పొరేటర్‌కు కృతజ్ఞతలు తెలిపారు. ఈ సందర్భంగా కార్పొరేటర్‌కు వినతి పత్రం అంద జేశారు.ఏఈ సంతోష్‌రెడ్డి, సజ్జా సుదర్శన్ రావు తదితరులు పాల్గొన్నారు.: [12, 1465, 284, 1676]
- center-column: [302, 63, 647, 2009]
- section-body: ఇన్ని సంవత్సరాలు ఏలిన కాంగ్రెస్ పార్టీ రాష్ట్రాన్ని అభివృద్ధి చేయలేక పోయిందని, మూడేళ్లలో బంగారు తెలంగాణ ఎలా సాధ్యమవుతుందని కేసీఆర్ ప్రశ్నించారు. బంగారు తెలంగాణ ధ్యేయంగా ప్రభుత్వం ముందుకు సాగుతుందని, ఒక్కో పనిని పూర్తిచేసుకుంటూ సంపూర్ణ అభివృద్ధి చేసుకుంటేనే బంగారు తెలంగాణ సాధ్యమవుతుందన్నారు. ప్రస్తుతం చేస్తున్న అభివృద్ధి పనులకే కాంగ్రెస్ నేతలు అడ్డుపడుతున్నారని విమర్శించారు. ఎవరు అడ్డొచ్చినా అభివృద్ధి అజెండా ఆగదని స్పష్టం చేశారు. కాళేశ్వరంపై గ్రీన్ ట్రిబ్యునల్‌కు వెళ్లాల్సిన అవసరమేమిటని ఆయన ప్రశ్నించారు. కాళేశ్వరంపై ఫిర్యాదులు చేస్తున్న వారికి తెలంగాణ ప్రజల ఆకాంక్షలు పట్టవా అని నిలదీశారు. ప్రభుత్వం చేపట్టిన ప్రతి పథకం ప్రజల సంక్షేమం కోసమేనని, అభివృద్ధి ఫలాలు అన్ని వర్గాలకు అందేలా చర్యలు తీసుకుంటున్నామని సీఎం స్పష్టం చేశారు. సింగరేణి కార్మికుల సంక్షేమానికి ప్రభుత్వం అన్ని విధాలా అండగా ఉంటుందని, కార్మికుల నమ్మకాన్ని నిలబెట్టుకుంటామని కేసీఆర్ పేర్కొన్నారు. సింగరేణి తీర్పే రాబోయే సార్వత్రిక ఎన్నికల్లో పునరావృతం అవుతుందని ధీమా వ్యక్తం చేశారు.: [313, 956, 636, 1184]
- article-power-outage: [656, 1826, 958, 1952]
- article-body: ముస్తాబాద్ :మండలం చీకోడు గ్రామంలో సర్పంచ్ పోతిరెడ్డి రాజయ్య అధ్వర్యంలో గ్రామసభ నిర్వహించారు. ఈగ్రామసభలో ప్రజల ఆదేశాల మేరకు 1 లక్ష 10 వేల లీటర్ల ట్యాంక్ నిర్మించడం గురించి, గ్రామంలో దొంగలబెదద తప్పేట్లు గ్రామంలో సిసి కెమెరాలు నిర్మించడం, ఐమాస్ లైట్లు, మురికి కాలువలు, సిసి రోడ్లు నిర్మించాలని తీర్మాణించడం జరిగింది. మంత్రి ఈ గ్రామాన్ని దత్తత తీసుకొని అభివృద్ధి పరుస్తున్నందుకు సర్పంచ్ పోతిరెడ్డి రాజయ్య కృతజ్ఞతలు తెలిపారు. ఈకార్యక్రమంలో ఉపసర్పంచ్ సుదాకర్‌రెడ్డి, ఎంపిటిసి అంజనేయులు, వార్డు సభ్యులు, కార్యదర్శి శ్రీనివాస్, గ్రామస్తులు పాల్గన్నారు.: [12, 537, 284, 699]
- article-nobel-ican: [656, 342, 958, 717]
- page-content: [0, 63, 967, 2576]
- article-headline: ముస్తాబాద్‌లో భారీ వర్షం: [70, 405, 226, 425]
- article-body: జిల్లాలో భారీగా వర్షం కురిసింది. శుక్రవారం తెల్లవారుజామున ఉరుములు, మెరుపులతో కూడిన వర్షం జిల్లాను ముంచెత్తింది. పట్టణంలో లోతట్టు ప్రాంతాలు జలమయం అయ్యాయి. పాతబస్టాండ్‌తోపాటు శాంతినగర్, సంజీవయ్యనగర్, అంభికానగర్‌లోని పలు ప్రాంతాలు మూడు గంటలపాటు వర్షపు నీటిలో జలదిగ్బందంలో చిక్కుకున్నాయి. కోనరావుపేటలో భారీగా 88.4 మిల్లిమీటర్ల వర్షపాతం నమోదు కాగా బోయిన్‌పల్లి మండలంలో 2.4 అత్యల్ప వర్షపాతం నమోదైంది. చందుర్తి 4.2, వేములవాడ 78.8, సిరిసిల్ల 66.4, ఎల్లారెడ్డిపేట 30.4, గంభీరావుపేట 32.2, ముస్తాబాద్ 60.4, ఇల్లంతకుంట 36.8 మిల్లిమీటర్ల వర్షపాతం నమోదైంది. పట్టణంలోని కొత్తచెరువు(మినిట్యాంక్‌బండ్ జలకళను సంతరించుకోగా పలు గ్రామాల్లో పత్తి, వరి పంటలకు నష్టం వాటిల్లినట్లు తెలుస్తుంది.: [12, 2014, 284, 2225]
- article-dateline: కోరుట్ల టౌన్, అక్టోబర్ 6 (జనంసాక్షి): [735, 2414, 879, 2426]
